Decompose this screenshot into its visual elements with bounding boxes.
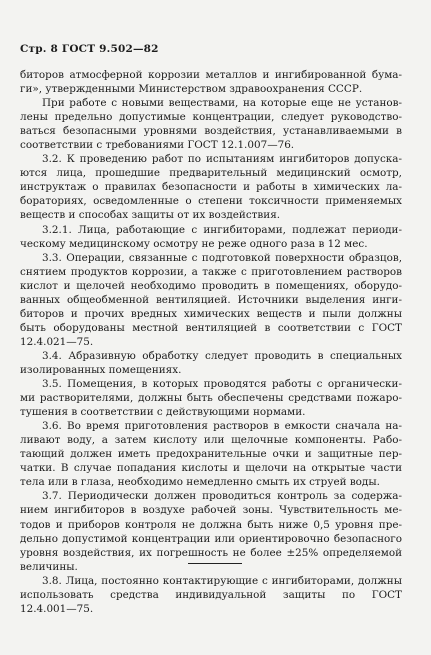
text-line: нием ингибиторов в воздухе рабочей зоны. Чувствительность ме- (20, 504, 402, 517)
text-line: дельно допустимой концентрации или ориентировочно безопасного (20, 532, 402, 545)
text-line: 3.2.1. Лица, работающие с ингибиторами, подлежат периоди- (42, 223, 402, 236)
text-line: 3.5. Помещения, в которых проводятся работы с органически- (42, 378, 402, 391)
text-line: величины. (20, 560, 78, 573)
text-line: биторов атмосферной коррозии металлов и ингибированной бума- (20, 69, 402, 81)
paragraph-container (20, 68, 402, 616)
text-line: снятием продуктов коррозии, а также с приготовлением растворов (20, 265, 402, 278)
body-text (20, 68, 402, 616)
text-line: 3.6. Во время приготовления растворов в емкости сначала на- (42, 420, 402, 433)
text-line: 3.3. Операции, связанные с подготовкой поверхности образцов, (42, 251, 402, 264)
text-line: ванных общеобменной вентиляцией. Источники выделения инги- (20, 293, 402, 306)
paragraph-p3-1-note (20, 96, 402, 152)
text-line: тушения в соответствии с действующими нормами. (20, 406, 306, 419)
text-line: тодов и приборов контроля не должна быть ниже 0,5 уровня пре- (20, 518, 402, 531)
text-line: 3.4. Абразивную обработку следует проводить в специальных (42, 349, 402, 362)
text-line: 3.8. Лица, постоянно контактирующие с ингибиторами, должны (42, 574, 402, 587)
text-line: 12.4.001—75. (20, 602, 94, 615)
text-line: 3.7. Периодически должен проводиться контроль за содержа- (42, 490, 402, 503)
text-line: биторов и прочих вредных химических веществ и пыли должны (20, 307, 402, 320)
text-line: инструктаж о правилах безопасности и работы в химических ла- (20, 181, 402, 194)
end-rule (188, 563, 242, 564)
paragraph-p3-3 (20, 251, 402, 349)
text-line: 3.2. К проведению работ по испытаниям ингибиторов допуска- (42, 153, 402, 166)
paragraph-p3-8 (20, 574, 402, 616)
text-line: тающий должен иметь предохранительные очки и защитные пер- (20, 448, 402, 461)
text-line: При работе с новыми веществами, на которые еще не установ- (42, 97, 402, 110)
text-line: быть оборудованы местной вентиляцией в соответствии с ГОСТ (20, 321, 402, 334)
text-line: бораториях, осведомленные о степени токсичности применяемых (20, 195, 402, 208)
paragraph-p3-2 (20, 152, 402, 222)
paragraph-p3-6 (20, 419, 402, 489)
text-line: ческому медицинскому осмотру не реже одного раза в 12 мес. (20, 237, 368, 250)
paragraph-p3-7 (20, 489, 402, 573)
paragraph-cont (20, 68, 402, 96)
text-line: чатки. В случае попадания кислоты и щелочи на открытые части (20, 462, 402, 475)
text-line: ми растворителями, должны быть обеспечены средствами пожаро- (20, 392, 402, 405)
text-line: лены предельно допустимые концентрации, следует руководство- (20, 111, 402, 124)
text-line: ливают воду, а затем кислоту или щелочные компоненты. Рабо- (20, 434, 402, 447)
text-line: тела или в глаза, необходимо немедленно смыть их струей воды. (20, 476, 380, 489)
text-line: уровня воздействия, их погрешность не более ±25% определяемой (20, 546, 402, 559)
text-line: использовать средства индивидуальной защиты по ГОСТ (20, 588, 402, 601)
text-line: 12.4.021—75. (20, 335, 94, 348)
paragraph-p3-2-1 (20, 223, 402, 251)
text-line: ваться безопасными уровнями воздействия, устанавливаемыми в (20, 125, 402, 138)
text-line: ги», утвержденными Министерством здравоохранения СССР. (20, 83, 363, 96)
text-line: кислот и щелочей необходимо проводить в помещениях, оборудо- (20, 279, 402, 292)
running-head: Стр. 8 ГОСТ 9.502—82 (20, 43, 159, 55)
text-line: ются лица, прошедшие предварительный медицинский осмотр, (20, 167, 402, 180)
text-line: изолированных помещениях. (20, 363, 182, 376)
text-line: веществ и способах защиты от их воздействия. (20, 209, 281, 222)
paragraph-p3-5 (20, 377, 402, 419)
text-line: соответствии с требованиями ГОСТ 12.1.007—76. (20, 139, 295, 152)
paragraph-p3-4 (20, 349, 402, 377)
